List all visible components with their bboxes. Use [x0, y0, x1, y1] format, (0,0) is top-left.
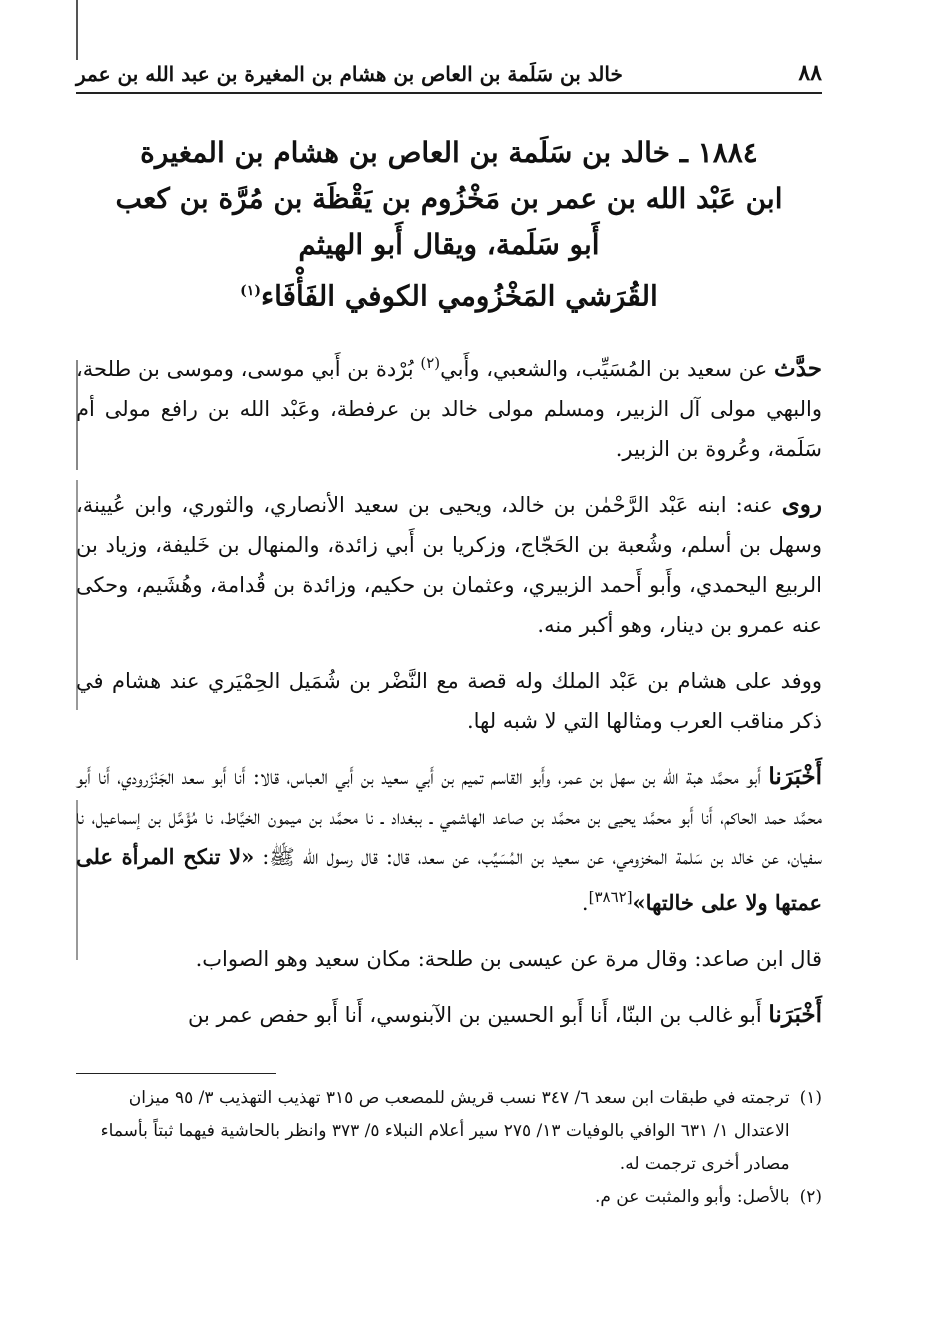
entry-title-line: أَبو سَلَمة، ويقال أَبو الهيثم: [298, 228, 600, 261]
running-header: [76, 52, 822, 94]
entry-title: [76, 130, 822, 319]
scan-edge-line: [76, 0, 78, 60]
paragraph-text: بُرْدة بن أَبي موسى، وموسى بن طلحة، والبهي مولى آل الزبير، ومسلم مولى خالد بن عرفطة، وعَبْد الله بن رافع مولى أم سَلَمة، وعُروة بن الزبير.: [76, 357, 822, 462]
footnote-number: (١): [799, 1088, 822, 1109]
entry-title-line-text: القُرَشي المَخْزُومي الكوفي الفَأْفَاء: [260, 279, 658, 313]
footnote-text: بالأصل: وأبو والمثبت عن م.: [594, 1187, 790, 1208]
paragraph: [76, 757, 822, 923]
running-title: خالد بن سَلَمة بن العاص بن هشام بن المغيرة بن عبد الله بن عمر: [76, 62, 623, 86]
paragraph-lead: أَخْبَرَنا: [768, 763, 822, 791]
footnotes: [76, 1082, 822, 1214]
paragraph-text: أَبو غالب بن البنّا، أَنا أَبو الحسين بن الآبنوسي، أَنا أَبو حفص عمر بن: [188, 1003, 769, 1028]
footnote-marker: (٢): [420, 354, 441, 373]
footnote: [76, 1082, 822, 1181]
hadith-number: [٣٨٦٢]: [588, 888, 633, 907]
paragraph-text: قال ابن صاعد: وقال مرة عن عيسى بن طلحة: مكان سعيد وهو الصواب.: [195, 947, 822, 972]
paragraph-text: أَبو محمَّد هبة الله بن سهل بن عمر، وأَبو القاسم تميم بن أَبي سعيد بن أَبي العباس، قالا: أَنا أَبو سعد الجَنْزَرودي، أَنا أَبو محمَّد حمد الحاكم، أَنا أَبو محمَّد يحيى بن محمَّد بن صاعد الهاشمي ـ ببغداد ـ نا محمَّد بن ميمون الخيَّاط، نا مُؤَمَّل بن إسماعيل، نا سفيان، عن خالد بن سَلمة المخزومي، عن سعيد بن المُسَيِّب، عن سعد، قال: قال رسول الله ﷺ:: [76, 765, 823, 870]
paragraph-lead: أَخْبَرَنا: [768, 1001, 822, 1029]
paragraph-lead: حدَّث: [774, 355, 822, 383]
footnote-number: (٢): [799, 1187, 822, 1208]
paragraph: [76, 995, 822, 1035]
footnote-divider: [76, 1073, 276, 1074]
paragraph: [76, 485, 822, 645]
footnote: [76, 1181, 822, 1214]
page-number: ٨٨: [798, 60, 822, 86]
hadith-quote: «لا تنكح المرأة على عمتها ولا على خالتها»: [76, 844, 822, 916]
entry-title-line: ١٨٨٤ ـ خالد بن سَلَمة بن العاص بن هشام بن المغيرة: [140, 136, 758, 169]
entry-title-line: ابن عَبْد الله بن عمر بن مَخْزُوم بن يَقْظَة بن مُرَّة بن كعب: [115, 182, 783, 215]
paragraph-lead: روى: [781, 491, 822, 519]
paragraph: [76, 661, 822, 741]
book-page: [76, 52, 822, 1214]
paragraph: [76, 343, 822, 469]
entry-body: [76, 343, 822, 1035]
entry-title-line: [76, 268, 822, 319]
paragraph-text: ووفد على هشام بن عَبْد الملك وله قصة مع النَّضْر بن شُمَيل الحِمْيَري عند هشام في ذكر مناقب العرب ومثالها التي لا شبه لها.: [76, 669, 822, 734]
footnote-text: ترجمته في طبقات ابن سعد ٦/ ٣٤٧ نسب قريش للمصعب ص ٣١٥ تهذيب التهذيب ٣/ ٩٥ ميزان الاعتدال ١/ ٦٣١ الوافي بالوفيات ١٣/ ٢٧٥ سير أعلام النبلاء ٥/ ٣٧٣ وانظر بالحاشية فيهما ثبتاً بأسماء مصادر أخرى ترجمت له.: [100, 1088, 790, 1175]
paragraph-text: .: [581, 891, 589, 916]
paragraph: [76, 939, 822, 979]
paragraph-text: عنه: ابنه عَبْد الرَّحْمٰن بن خالد، ويحيى بن سعيد الأنصاري، والثوري، وابن عُيينة، وسهل بن أسلم، وشُعبة بن الحَجّاج، وزكريا بن أَبي زائدة، والمنهال بن خَليفة، وزياد بن الربيع اليحمدي، وأَبو أَحمد الزبيري، وعثمان بن حكيم، وزائدة بن قُدامة، وهُشَيم، وحكى عنه عمرو بن دينار، وهو أكبر منه.: [76, 493, 822, 638]
paragraph-text: عن سعيد بن المُسَيِّب، والشعبي، وأَبي: [440, 357, 775, 382]
footnote-marker: (١): [240, 283, 261, 299]
